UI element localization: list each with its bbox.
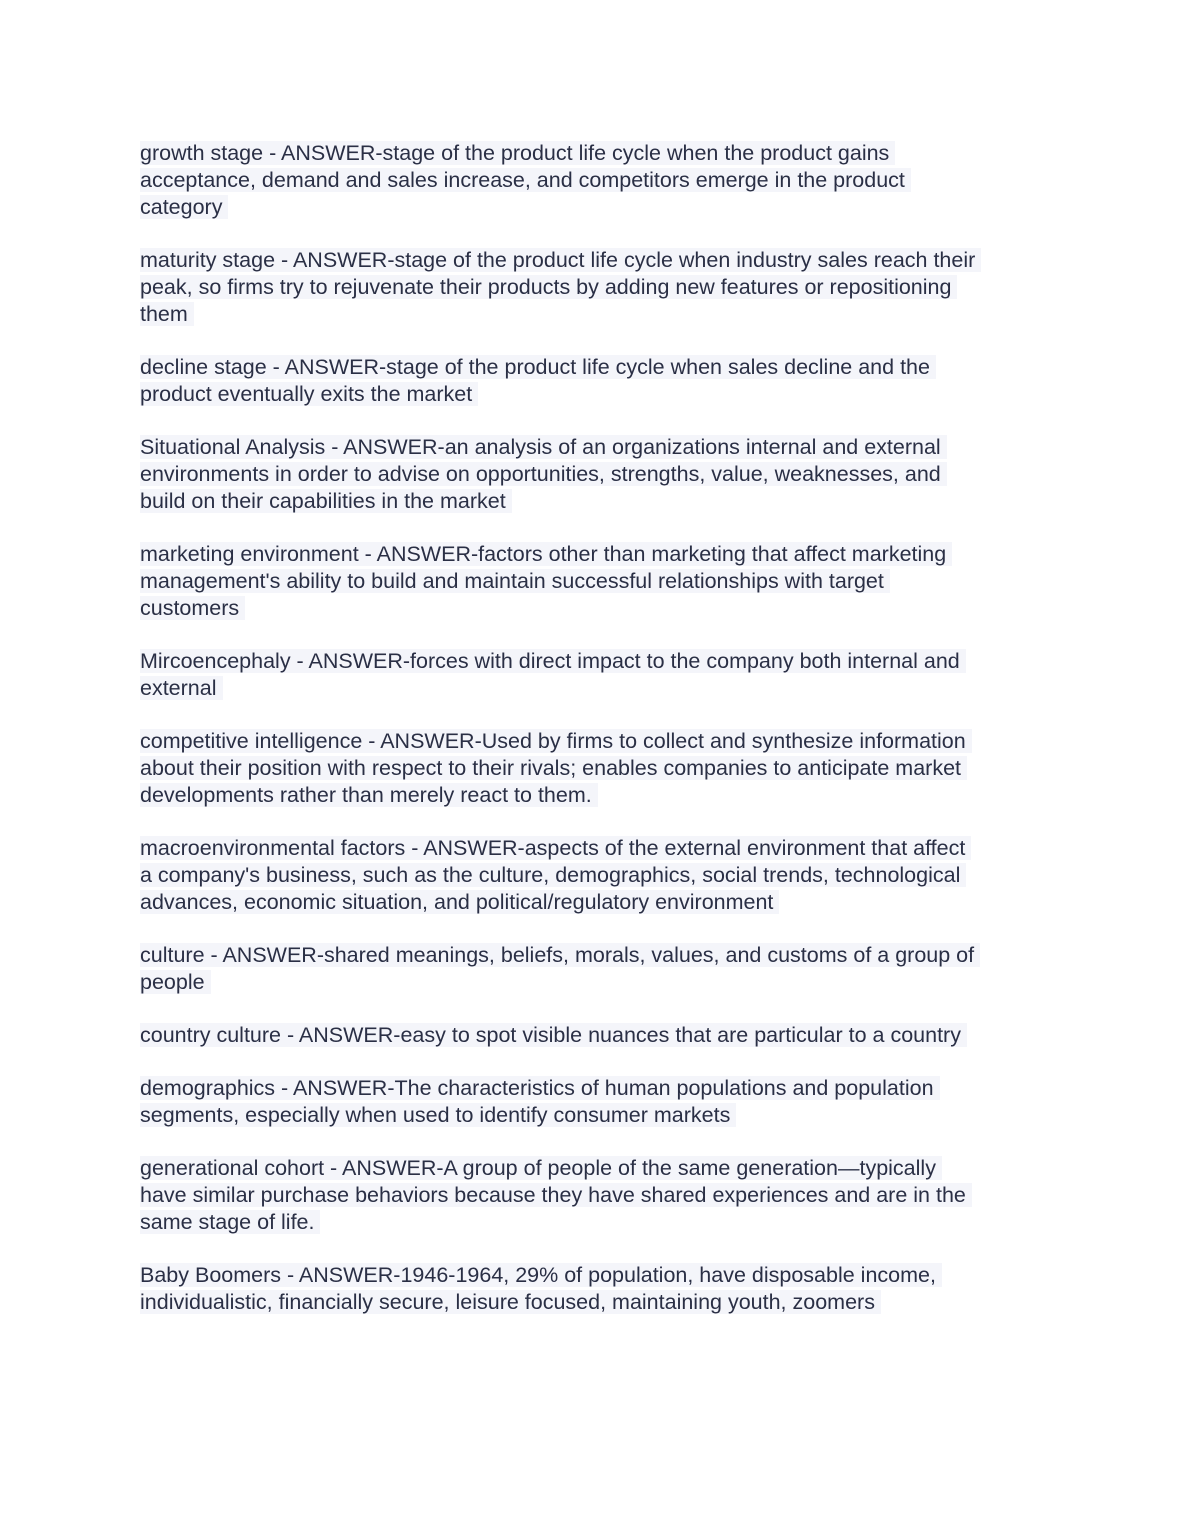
document-body bbox=[140, 140, 1060, 1342]
entry-line: acceptance, demand and sales increase, and competitors emerge in the product bbox=[140, 168, 911, 192]
entry-line: advances, economic situation, and political/regulatory environment bbox=[140, 890, 779, 914]
entry-line: demographics - ANSWER-The characteristics of human populations and population bbox=[140, 1076, 940, 1100]
entry-line: a company's business, such as the culture, demographics, social trends, technological bbox=[140, 863, 966, 887]
entry-line: country culture - ANSWER-easy to spot visible nuances that are particular to a country bbox=[140, 1023, 967, 1047]
entry-line: segments, especially when used to identify consumer markets bbox=[140, 1103, 736, 1127]
entry-line: them bbox=[140, 302, 194, 326]
entry-line: peak, so firms try to rejuvenate their products by adding new features or repositioning bbox=[140, 275, 957, 299]
entry-line: decline stage - ANSWER-stage of the product life cycle when sales decline and the bbox=[140, 355, 936, 379]
entry-line: environments in order to advise on opportunities, strengths, value, weaknesses, and bbox=[140, 462, 947, 486]
entry-line: Mircoencephaly - ANSWER-forces with direct impact to the company both internal and bbox=[140, 649, 966, 673]
entry-growth-stage bbox=[140, 140, 1060, 221]
entry-line: growth stage - ANSWER-stage of the product life cycle when the product gains bbox=[140, 141, 895, 165]
entry-mircoencephaly bbox=[140, 648, 1060, 702]
entry-competitive-intelligence bbox=[140, 728, 1060, 809]
entry-country-culture bbox=[140, 1022, 1060, 1049]
entry-culture bbox=[140, 942, 1060, 996]
entry-situational-analysis bbox=[140, 434, 1060, 515]
entry-line: category bbox=[140, 195, 228, 219]
entry-decline-stage bbox=[140, 354, 1060, 408]
entry-line: Baby Boomers - ANSWER-1946-1964, 29% of population, have disposable income, bbox=[140, 1263, 942, 1287]
entry-maturity-stage bbox=[140, 247, 1060, 328]
entry-line: maturity stage - ANSWER-stage of the product life cycle when industry sales reach their bbox=[140, 248, 981, 272]
entry-line: management's ability to build and maintain successful relationships with target bbox=[140, 569, 890, 593]
entry-line: build on their capabilities in the market bbox=[140, 489, 512, 513]
entry-line: customers bbox=[140, 596, 245, 620]
entry-line: Situational Analysis - ANSWER-an analysis of an organizations internal and external bbox=[140, 435, 947, 459]
entry-baby-boomers bbox=[140, 1262, 1060, 1316]
entry-line: culture - ANSWER-shared meanings, beliefs, morals, values, and customs of a group of bbox=[140, 943, 980, 967]
entry-generational-cohort bbox=[140, 1155, 1060, 1236]
entry-line: same stage of life. bbox=[140, 1210, 320, 1234]
entry-line: about their position with respect to their rivals; enables companies to anticipate market bbox=[140, 756, 967, 780]
entry-line: marketing environment - ANSWER-factors other than marketing that affect marketing bbox=[140, 542, 952, 566]
entry-line: developments rather than merely react to them. bbox=[140, 783, 598, 807]
entry-macroenvironmental-factors bbox=[140, 835, 1060, 916]
entry-line: people bbox=[140, 970, 211, 994]
entry-line: external bbox=[140, 676, 223, 700]
entry-line: competitive intelligence - ANSWER-Used by firms to collect and synthesize information bbox=[140, 729, 972, 753]
entry-line: generational cohort - ANSWER-A group of people of the same generation—typically bbox=[140, 1156, 942, 1180]
entry-line: individualistic, financially secure, leisure focused, maintaining youth, zoomers bbox=[140, 1290, 881, 1314]
entry-line: have similar purchase behaviors because they have shared experiences and are in the bbox=[140, 1183, 972, 1207]
entry-demographics bbox=[140, 1075, 1060, 1129]
entry-line: macroenvironmental factors - ANSWER-aspects of the external environment that affect bbox=[140, 836, 971, 860]
entry-line: product eventually exits the market bbox=[140, 382, 478, 406]
entry-marketing-environment bbox=[140, 541, 1060, 622]
